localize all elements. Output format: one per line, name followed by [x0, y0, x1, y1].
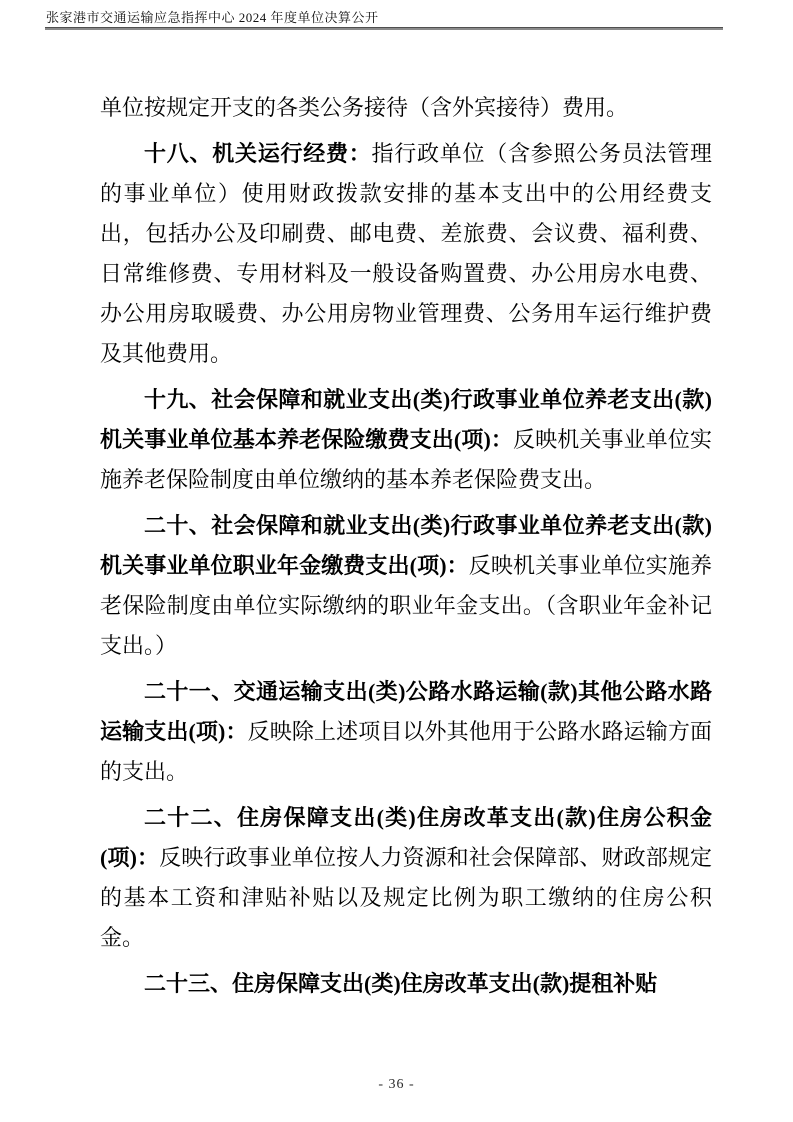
paragraph	[100, 964, 712, 1004]
page-number: - 36 -	[378, 1077, 415, 1092]
paragraph-text: 反映除上述项目以外其他用于公路水路运输方面的支出。	[100, 719, 712, 784]
paragraph-lead: 二十二、住房保障支出(类)住房改革支出(款)住房公积金(项)：	[100, 805, 712, 870]
paragraph-lead: 二十、社会保障和就业支出(类)行政事业单位养老支出(款)机关事业单位职业年金缴费支出(项)：	[100, 513, 712, 578]
paragraph-lead: 二十三、住房保障支出(类)住房改革支出(款)提租补贴	[144, 971, 658, 996]
paragraph-lead: 十九、社会保障和就业支出(类)行政事业单位养老支出(款)机关事业单位基本养老保险缴费支出(项)：	[100, 387, 712, 452]
paragraph-lead: 二十一、交通运输支出(类)公路水路运输(款)其他公路水路运输支出(项)：	[100, 679, 712, 744]
document-body	[100, 88, 712, 1010]
header-title: 张家港市交通运输应急指挥中心 2024 年度单位决算公开	[46, 10, 379, 25]
paragraph	[100, 798, 712, 958]
header-rule	[45, 27, 723, 30]
paragraph	[100, 134, 712, 374]
paragraph	[100, 506, 712, 666]
paragraph	[100, 672, 712, 792]
paragraph-text: 反映行政事业单位按人力资源和社会保障部、财政部规定的基本工资和津贴补贴以及规定比例为职工缴纳的住房公积金。	[100, 845, 712, 950]
paragraph	[100, 88, 712, 128]
page-footer	[0, 1075, 793, 1095]
paragraph-text: 反映机关事业单位实施养老保险制度由单位实际缴纳的职业年金支出。（含职业年金补记支出。）	[100, 553, 712, 658]
paragraph-text: 反映机关事业单位实施养老保险制度由单位缴纳的基本养老保险费支出。	[100, 427, 712, 492]
paragraph	[100, 380, 712, 500]
paragraph-text: 指行政单位（含参照公务员法管理的事业单位）使用财政拨款安排的基本支出中的公用经费支出，包括办公及印刷费、邮电费、差旅费、会议费、福利费、日常维修费、专用材料及一般设备购置费、办公用房水电费、办公用房取暖费、办公用房物业管理费、公务用车运行维护费及其他费用。	[100, 141, 712, 366]
paragraph-lead: 十八、机关运行经费：	[144, 141, 372, 166]
paragraph-text: 单位按规定开支的各类公务接待（含外宾接待）费用。	[100, 95, 629, 120]
